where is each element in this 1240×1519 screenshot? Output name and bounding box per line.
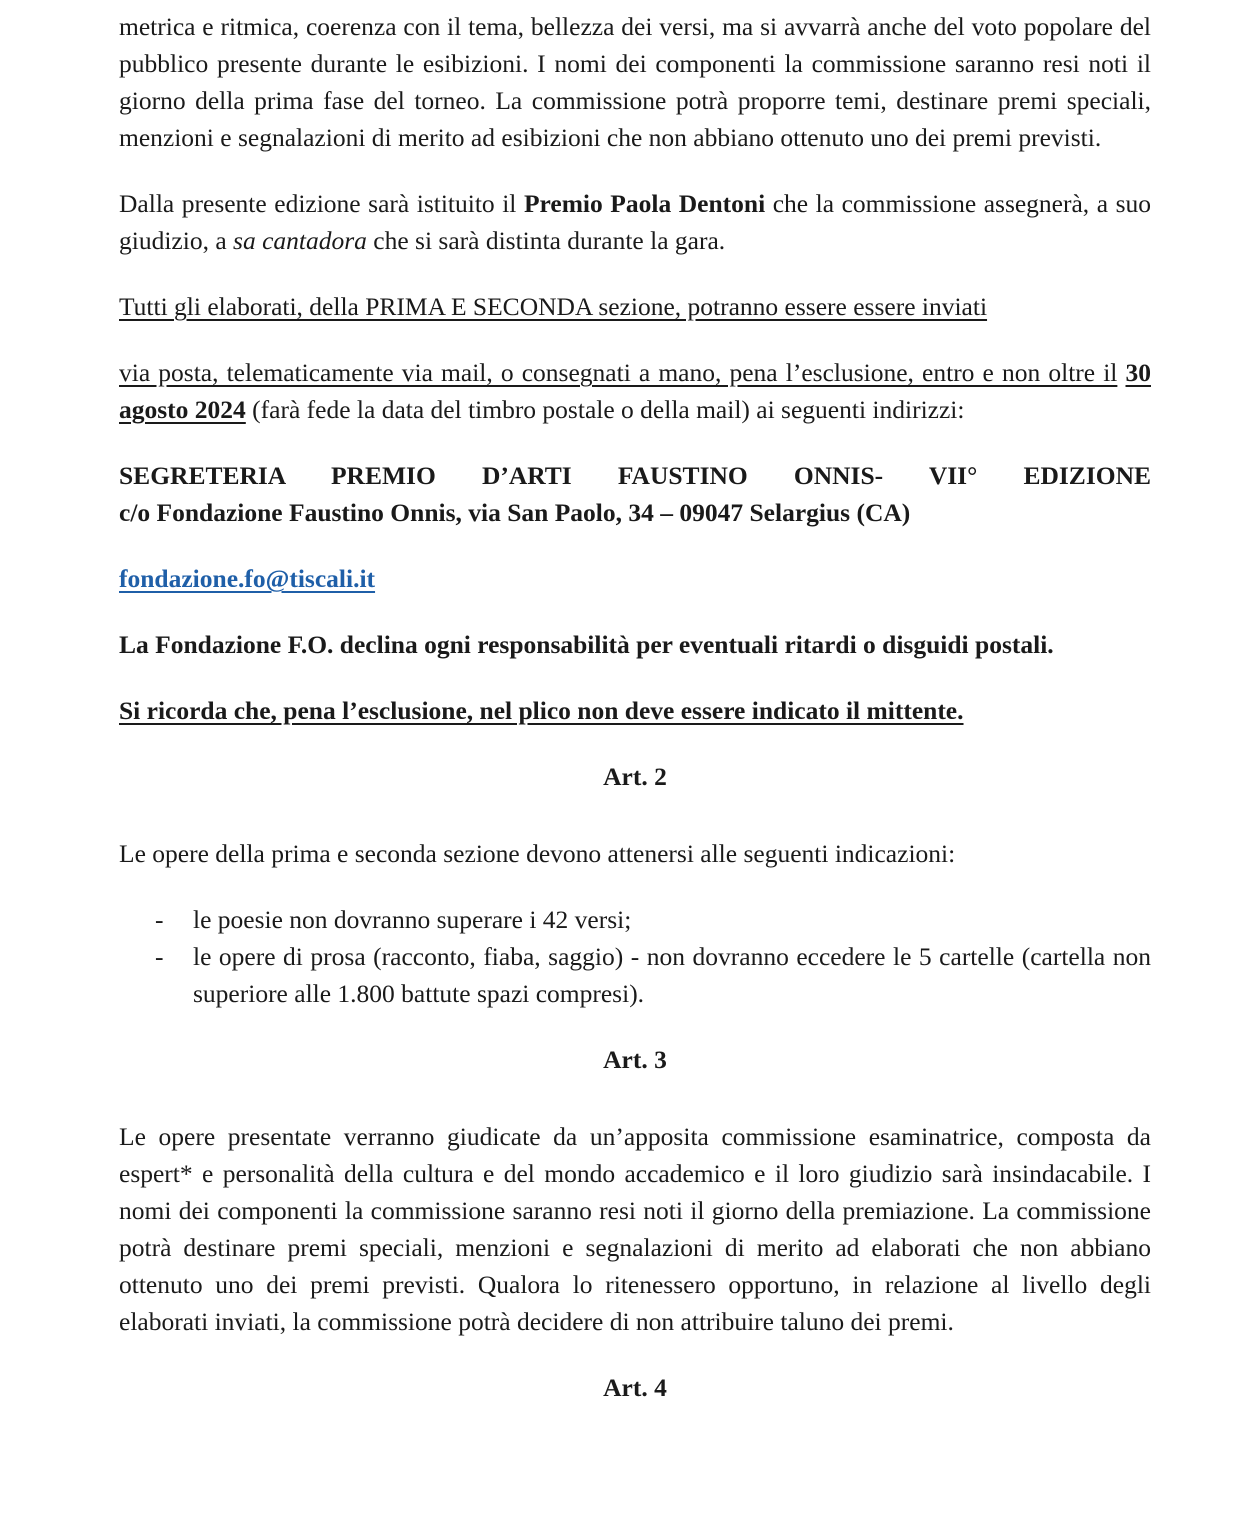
article-2-list bbox=[119, 901, 1151, 1012]
deadline-space bbox=[1117, 358, 1125, 387]
article-2-intro: Le opere della prima e seconda sezione devono attenersi alle seguenti indicazioni: bbox=[119, 839, 956, 868]
paragraph-submission-deadline bbox=[119, 354, 1151, 428]
address-line-1: SEGRETERIA PREMIO D’ARTI FAUSTINO ONNIS- VII° EDIZIONE bbox=[119, 461, 1151, 490]
list-item-text: le opere di prosa (racconto, fiaba, saggio) - non dovranno eccedere le 5 cartelle (cartella non superiore alle 1.800 battute spazi compresi). bbox=[193, 942, 1151, 1008]
article-3-text: Le opere presentate verranno giudicate da un’apposita commissione esaminatrice, composta da espert* e personalità della cultura e del mondo accademico e il loro giudizio sarà insindacabile. I nomi dei componenti la commissione saranno resi noti il giorno della premiazione. La commissione potrà destinare premi speciali, menzioni e segnalazioni di merito ad elaborati che non abbiano ottenuto uno dei premi previsti. Qualora lo ritenessero opportuno, in relazione al livello degli elaborati inviati, la commissione potrà decidere di non attribuire taluno dei premi. bbox=[119, 1122, 1151, 1336]
special-prize-recipient: sa cantadora bbox=[233, 226, 367, 255]
list-item-text: le poesie non dovranno superare i 42 versi; bbox=[193, 905, 632, 934]
paragraph-submission-intro bbox=[119, 288, 1151, 325]
list-dash: - bbox=[155, 942, 164, 971]
address-line-2: c/o Fondazione Faustino Onnis, via San Paolo, 34 – 09047 Selargius (CA) bbox=[119, 498, 911, 527]
article-4-heading: Art. 4 bbox=[603, 1373, 667, 1402]
special-prize-text-middle: che la commissione assegnerà, a suo giudizio, a bbox=[119, 189, 1152, 255]
submission-methods-text: via posta, telematicamente via mail, o consegnati a mano, pena l’esclusione, entro e non oltre il bbox=[119, 358, 1118, 387]
deadline-note: (farà fede la data del timbro postale o della mail) ai seguenti indirizzi: bbox=[245, 395, 965, 424]
list-item bbox=[119, 901, 1151, 938]
paragraph-jury-criteria: metrica e ritmica, coerenza con il tema, bellezza dei versi, ma si avvarrà anche del voto popolare del pubblico presente durante le esibizioni. I nomi dei componenti la commissione saranno resi noti il giorno della prima fase del torneo. La commissione potrà proporre temi, destinare premi speciali, menzioni e segnalazioni di merito ad esibizioni che non abbiano ottenuto uno dei premi previsti. bbox=[119, 12, 1151, 152]
secretariat-address bbox=[119, 457, 1151, 531]
special-prize-text-after: che si sarà distinta durante la gara. bbox=[366, 226, 726, 255]
document-page bbox=[119, 8, 1151, 1446]
disclaimer-text: La Fondazione F.O. declina ogni responsabilità per eventuali ritardi o disguidi postali. bbox=[119, 630, 1054, 659]
article-2-heading: Art. 2 bbox=[603, 762, 667, 791]
deadline-date: 30 agosto 2024 bbox=[119, 358, 1151, 424]
list-item bbox=[119, 938, 1151, 1012]
list-dash: - bbox=[155, 905, 164, 934]
reminder-text: Si ricorda che, pena l’esclusione, nel plico non deve essere indicato il mittente. bbox=[119, 696, 964, 725]
email-link[interactable]: fondazione.fo@tiscali.it bbox=[119, 564, 376, 593]
paragraph-special-prize bbox=[119, 185, 1151, 259]
paragraph-email bbox=[119, 560, 1151, 597]
special-prize-text-before: Dalla presente edizione sarà istituito il bbox=[119, 189, 524, 218]
submission-intro-text: Tutti gli elaborati, della PRIMA E SECONDA sezione, potranno essere essere inviati bbox=[119, 292, 988, 321]
special-prize-name: Premio Paola Dentoni bbox=[523, 189, 766, 218]
article-3-heading: Art. 3 bbox=[603, 1045, 667, 1074]
